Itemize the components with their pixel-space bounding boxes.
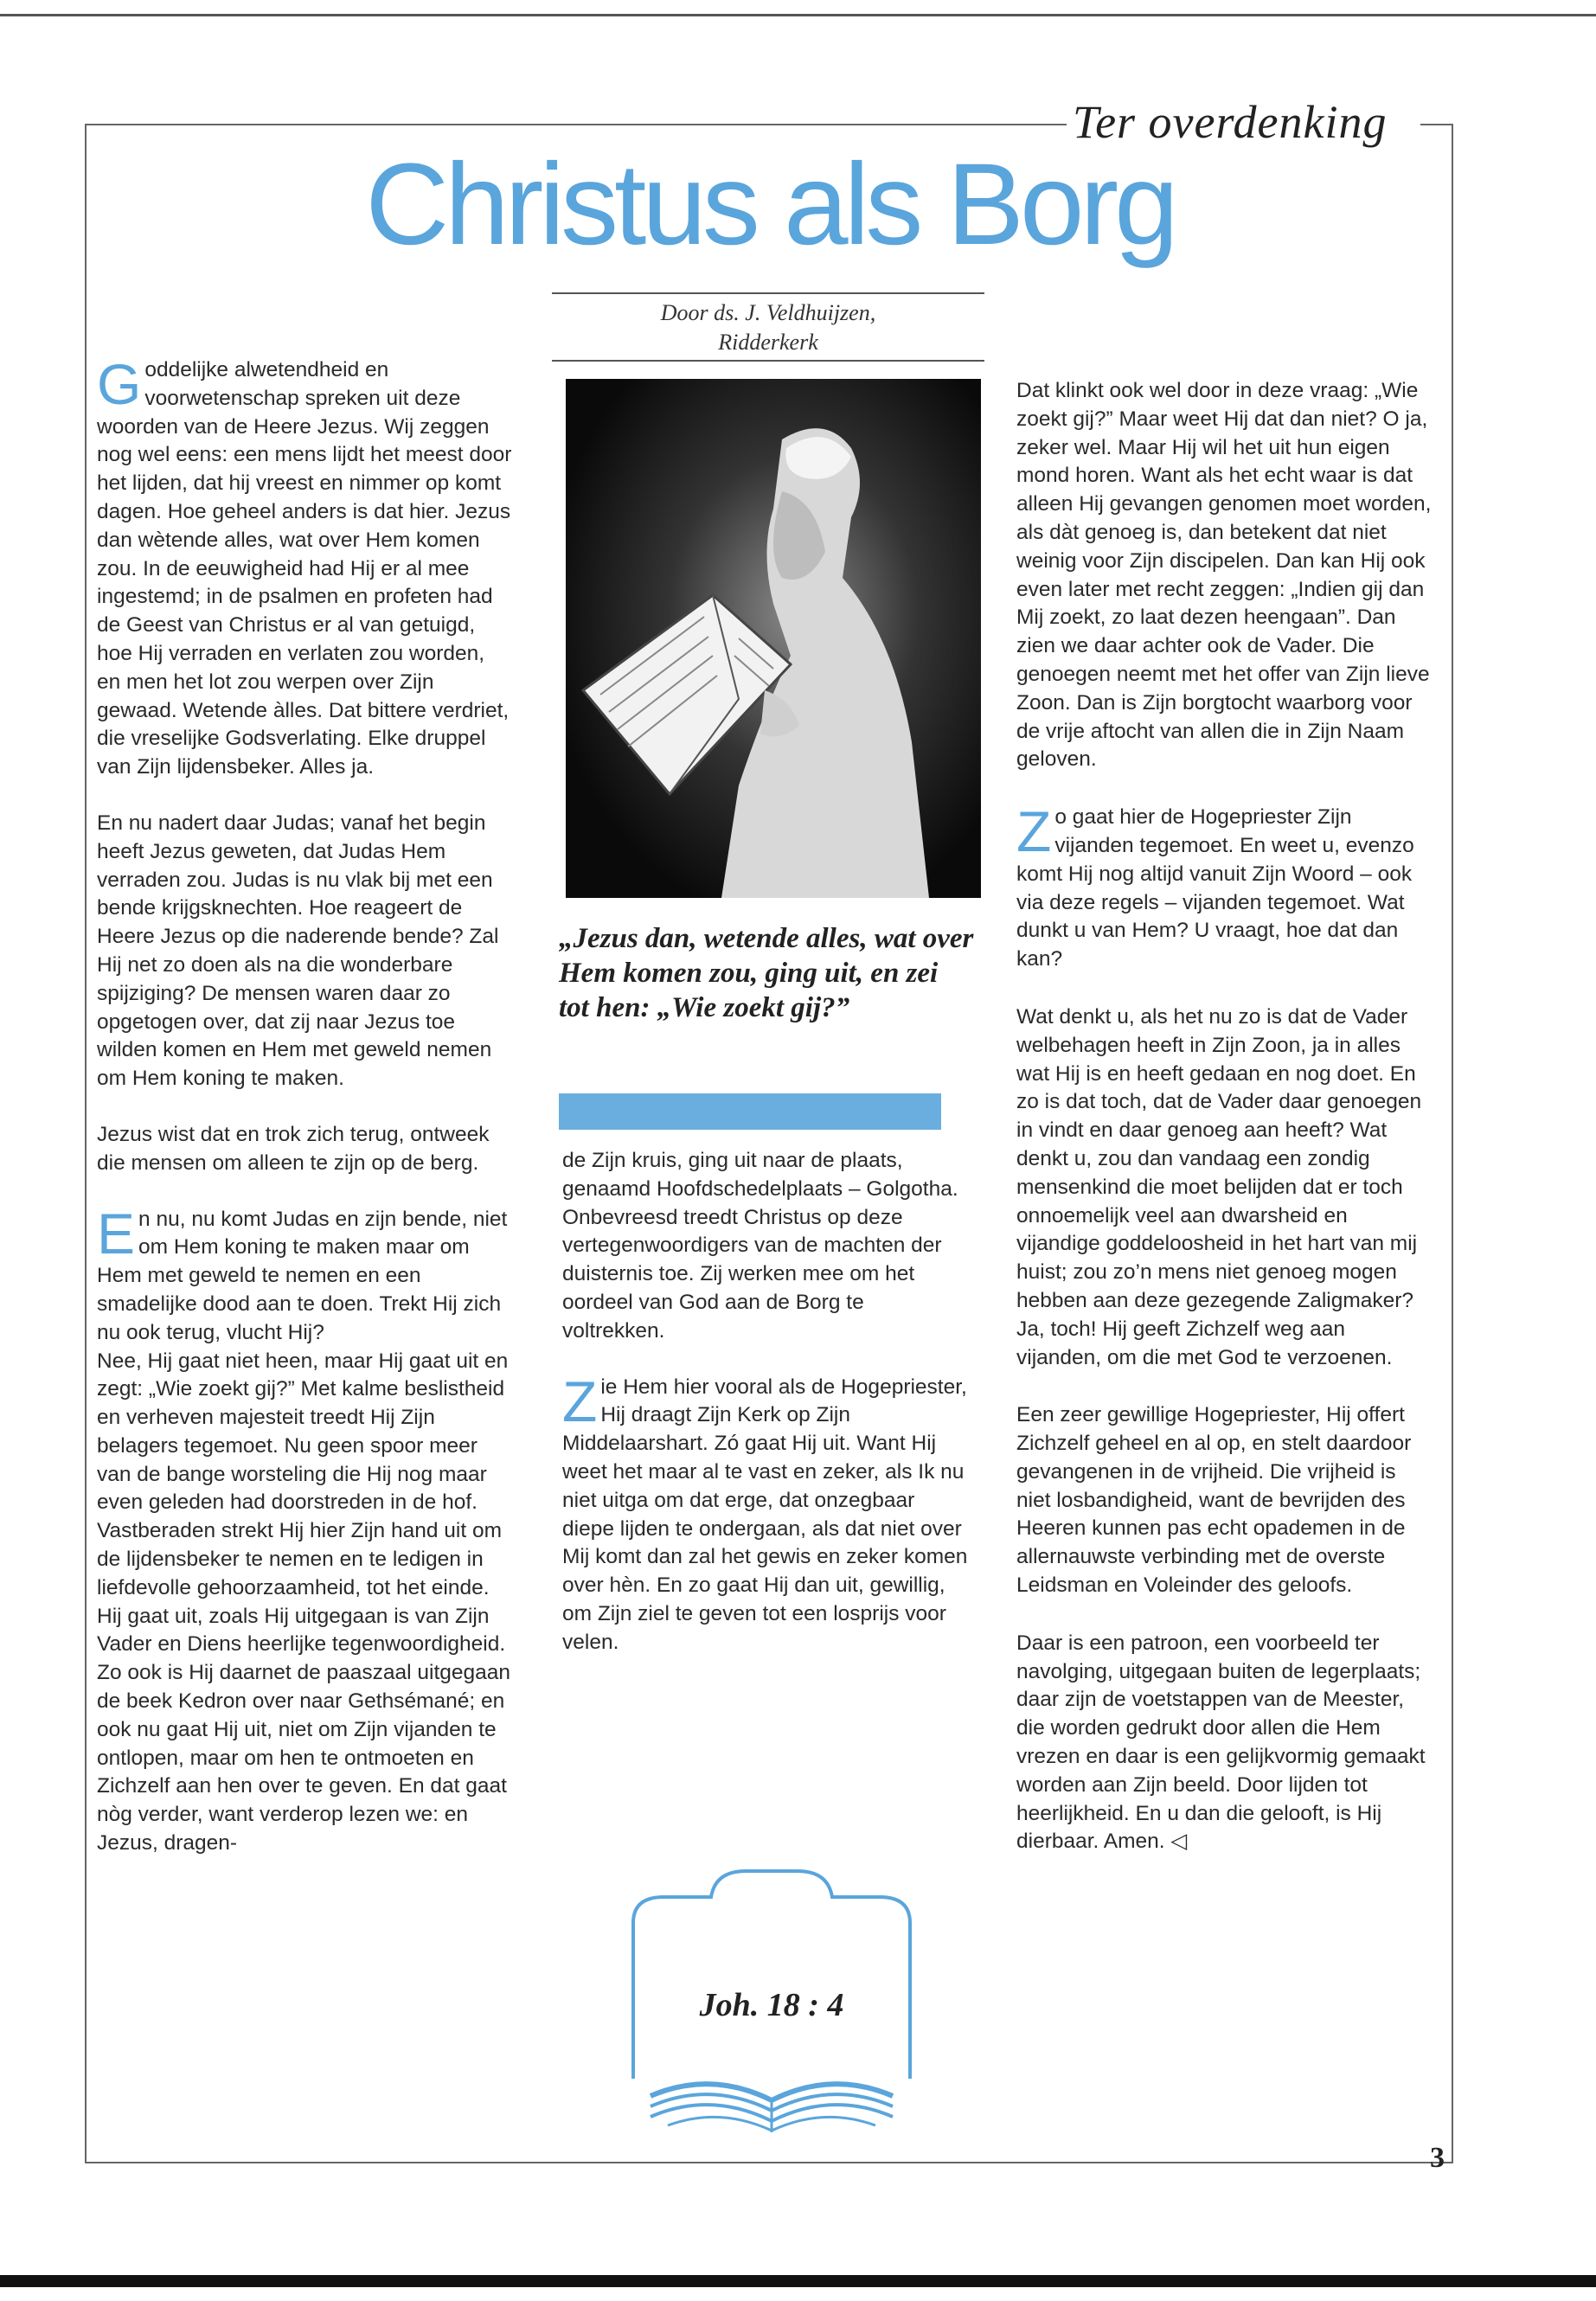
frame-top-rule-right [1420, 124, 1452, 125]
section-kicker: Ter overdenking [1073, 96, 1388, 148]
author-byline [552, 298, 984, 357]
author-rule-top [552, 292, 984, 294]
author-place: Ridderkerk [718, 330, 818, 355]
paragraph-text: n nu, nu komt Judas en zijn bende, niet om Hem koning te maken maar om Hem met geweld te nemen en een smadelijke dood aan te doen. Trekt Hij zich nu ook terug, vlucht Hij? [97, 1207, 508, 1344]
paragraph: Nee, Hij gaat niet heen, maar Hij gaat uit en zegt: „Wie zoekt gij?” Met kalme beslistheid en verheven majesteit treedt Hij Zijn belagers tegemoet. Nu geen spoor meer van de bange worsteling die Hij nog maar even geleden had doorstreden in de hof. Vastberaden strekt Hij hier Zijn hand uit om de lijdensbeker te nemen en te ledigen in liefdevolle gehoorzaamheid, tot het einde. [97, 1349, 509, 1599]
author-name: Door ds. J. Veldhuijzen, [660, 300, 876, 325]
paragraph-text: o gaat hier de Hogepriester Zijn vijanden tegemoet. En weet u, evenzo komt Hij nog altijd vanuit Zijn Woord – ook via deze regels – vijanden tegemoet. Wat dunkt u van Hem? U vraagt, hoe dat dan kan? [1016, 805, 1414, 971]
paragraph [97, 1201, 512, 1348]
paragraph: Wat denkt u, als het nu zo is dat de Vader welbehagen heeft in Zijn Zoon, ja in alles wat Hij is en heeft gedaan en nog doet. En zo is dat toch, dat de Vader daar genoegen in vindt en daar genoeg aan heeft? Wat denkt u, zou dan vandaag een zondig mensenkind die moet belijden dat er toch onnoemelijk veel aan dwarsheid en vijandige goddeloosheid in het hart van mij huist; zou zo’n mens niet genoeg mogen hebben aan deze gezegende Zaligmaker? Ja, toch! Hij geeft Zichzelf weg aan vijanden, om die met God te verzoenen. [1016, 1004, 1422, 1369]
paragraph: Hij gaat uit, zoals Hij uitgegaan is van Zijn Vader en Diens heerlijke tegenwoordigheid. Zo ook is Hij daarnet de paaszaal uitgegaan de beek Kedron over naar Gethsémané; en ook nu gaat Hij uit, niet om Zijn vijanden te ontlopen, maar om hen te ontmoeten en Zichzelf aan hen over te geven. En dat gaat nòg verder, want verderop lezen we: en Jezus, dragen- [97, 1604, 511, 1856]
illustration-reading-woman [566, 379, 981, 898]
paragraph [97, 352, 512, 782]
bottom-rule [0, 2275, 1596, 2287]
top-rule [0, 14, 1596, 16]
column-1 [97, 352, 512, 1858]
paragraph: Jezus wist dat en trok zich terug, ontweek die mensen om alleen te zijn op de berg. [97, 1122, 490, 1175]
drop-cap: G [97, 352, 142, 416]
page-number: 3 [1430, 2142, 1445, 2174]
paragraph [1016, 799, 1432, 974]
author-rule-bottom [552, 360, 984, 362]
column-2 [562, 1147, 971, 1685]
engraving-image [566, 379, 981, 898]
paragraph-text: oddelijke alwetendheid en voorwetenschap spreken uit deze woorden van de Heere Jezus. Wij zeggen nog wel eens: een mens lijdt het meest door het lijden, dat hij vreest en nimmer op komt dagen. Hoe geheel anders is dat hier. Jezus dan wètende alles, wat over Hem komen zou. In de eeuwigheid had Hij er al mee ingestemd; in de psalmen en profeten had de Geest van Christus er al van getuigd, hoe Hij verraden en verlaten zou worden, en men het lot zou werpen over Zijn gewaad. Wetende àlles. Dat bittere verdriet, die vreselijke Godsverlating. Elke druppel van Zijn lijdensbeker. Alles ja. [97, 358, 512, 779]
drop-cap: Z [562, 1368, 598, 1433]
column-3 [1016, 377, 1432, 1886]
scripture-reference: Joh. 18 : 4 [699, 1987, 844, 2023]
paragraph: En nu nadert daar Judas; vanaf het begin heeft Jezus geweten, dat Judas Hem verraden zou. Judas is nu vlak bij met een bende krijgsknechten. Hoe reageert de Heere Jezus op die naderende bende? Zal Hij net zo doen als na die wonderbare spijziging? De mensen waren daar zo opgetogen over, dat zij naar Jezus toe wilden komen en Hem met geweld nemen om Hem koning te maken. [97, 811, 499, 1091]
frame-top-rule-left [85, 124, 1067, 125]
paragraph-text: ie Hem hier vooral als de Hogepriester, Hij draagt Zijn Kerk op Zijn Middelaarshart. Zó gaat Hij uit. Want Hij weet het maar al te vast en zeker, als Ik nu niet uitga om dat erge, dat onzegbaar diepe lijden te ondergaan, als dat niet over Mij komt dan zal het gewis en zeker komen over hèn. En zo gaat Hij dan uit, gewillig, om Zijn ziel te geven tot een losprijs voor velen. [562, 1375, 968, 1654]
paragraph: de Zijn kruis, ging uit naar de plaats, genaamd Hoofdschedelplaats – Golgotha. [562, 1149, 958, 1201]
article-title: Christus als Borg [365, 140, 1175, 269]
pull-quote: „Jezus dan, wetende alles, wat over Hem komen zou, ging uit, en zei tot hen: „Wie zoekt gij?” [559, 923, 974, 1023]
drop-cap: Z [1016, 799, 1052, 864]
paragraph: Onbevreesd treedt Christus op deze vertegenwoordigers van de machten der duisternis toe. Zij werken mee om het oordeel van God aan de Borg te voltrekken. [562, 1205, 942, 1343]
blue-accent-bar [559, 1093, 941, 1130]
paragraph: Daar is een patroon, een voorbeeld ter navolging, uitgegaan buiten de legerplaats; daar zijn de voetstappen van de Meester, die worden gedrukt door allen die Hem vrezen en daar is een gelijkvormig gemaakt worden aan Zijn beeld. Door lijden tot heerlijkheid. En u dan die gelooft, is Hij dierbaar. Amen. ◁ [1016, 1631, 1426, 1854]
paragraph: Een zeer gewillige Hogepriester, Hij offert Zichzelf geheel en al op, en stelt daardoor gevangenen in de vrijheid. Die vrijheid is niet losbandigheid, want de bevrijden des Heeren kunnen pas echt opademen in de allernauwste verbinding met de overste Leidsman en Voleinder des geloofs. [1016, 1403, 1412, 1598]
paragraph: Dat klinkt ook wel door in deze vraag: „Wie zoekt gij?” Maar weet Hij dat dan niet? O ja, zeker wel. Maar Hij wil het uit hun eigen mond horen. Want als het echt waar is dat alleen Hij gevangen genomen moet worden, als dàt genoeg is, dan betekent dat niet weinig voor Zijn discipelen. Dan kan Hij ook even later met recht zeggen: „Indien gij dan Mij zoekt, zo laat dezen heengaan”. Dan zien we daar achter ook de Vader. Die genoegen neemt met het offer van Zijn lieve Zoon. Dan is Zijn borgtocht waarborg voor de vrije aftocht van allen die in Zijn Naam geloven. [1016, 379, 1432, 772]
paragraph [562, 1368, 971, 1657]
drop-cap: E [97, 1201, 136, 1266]
